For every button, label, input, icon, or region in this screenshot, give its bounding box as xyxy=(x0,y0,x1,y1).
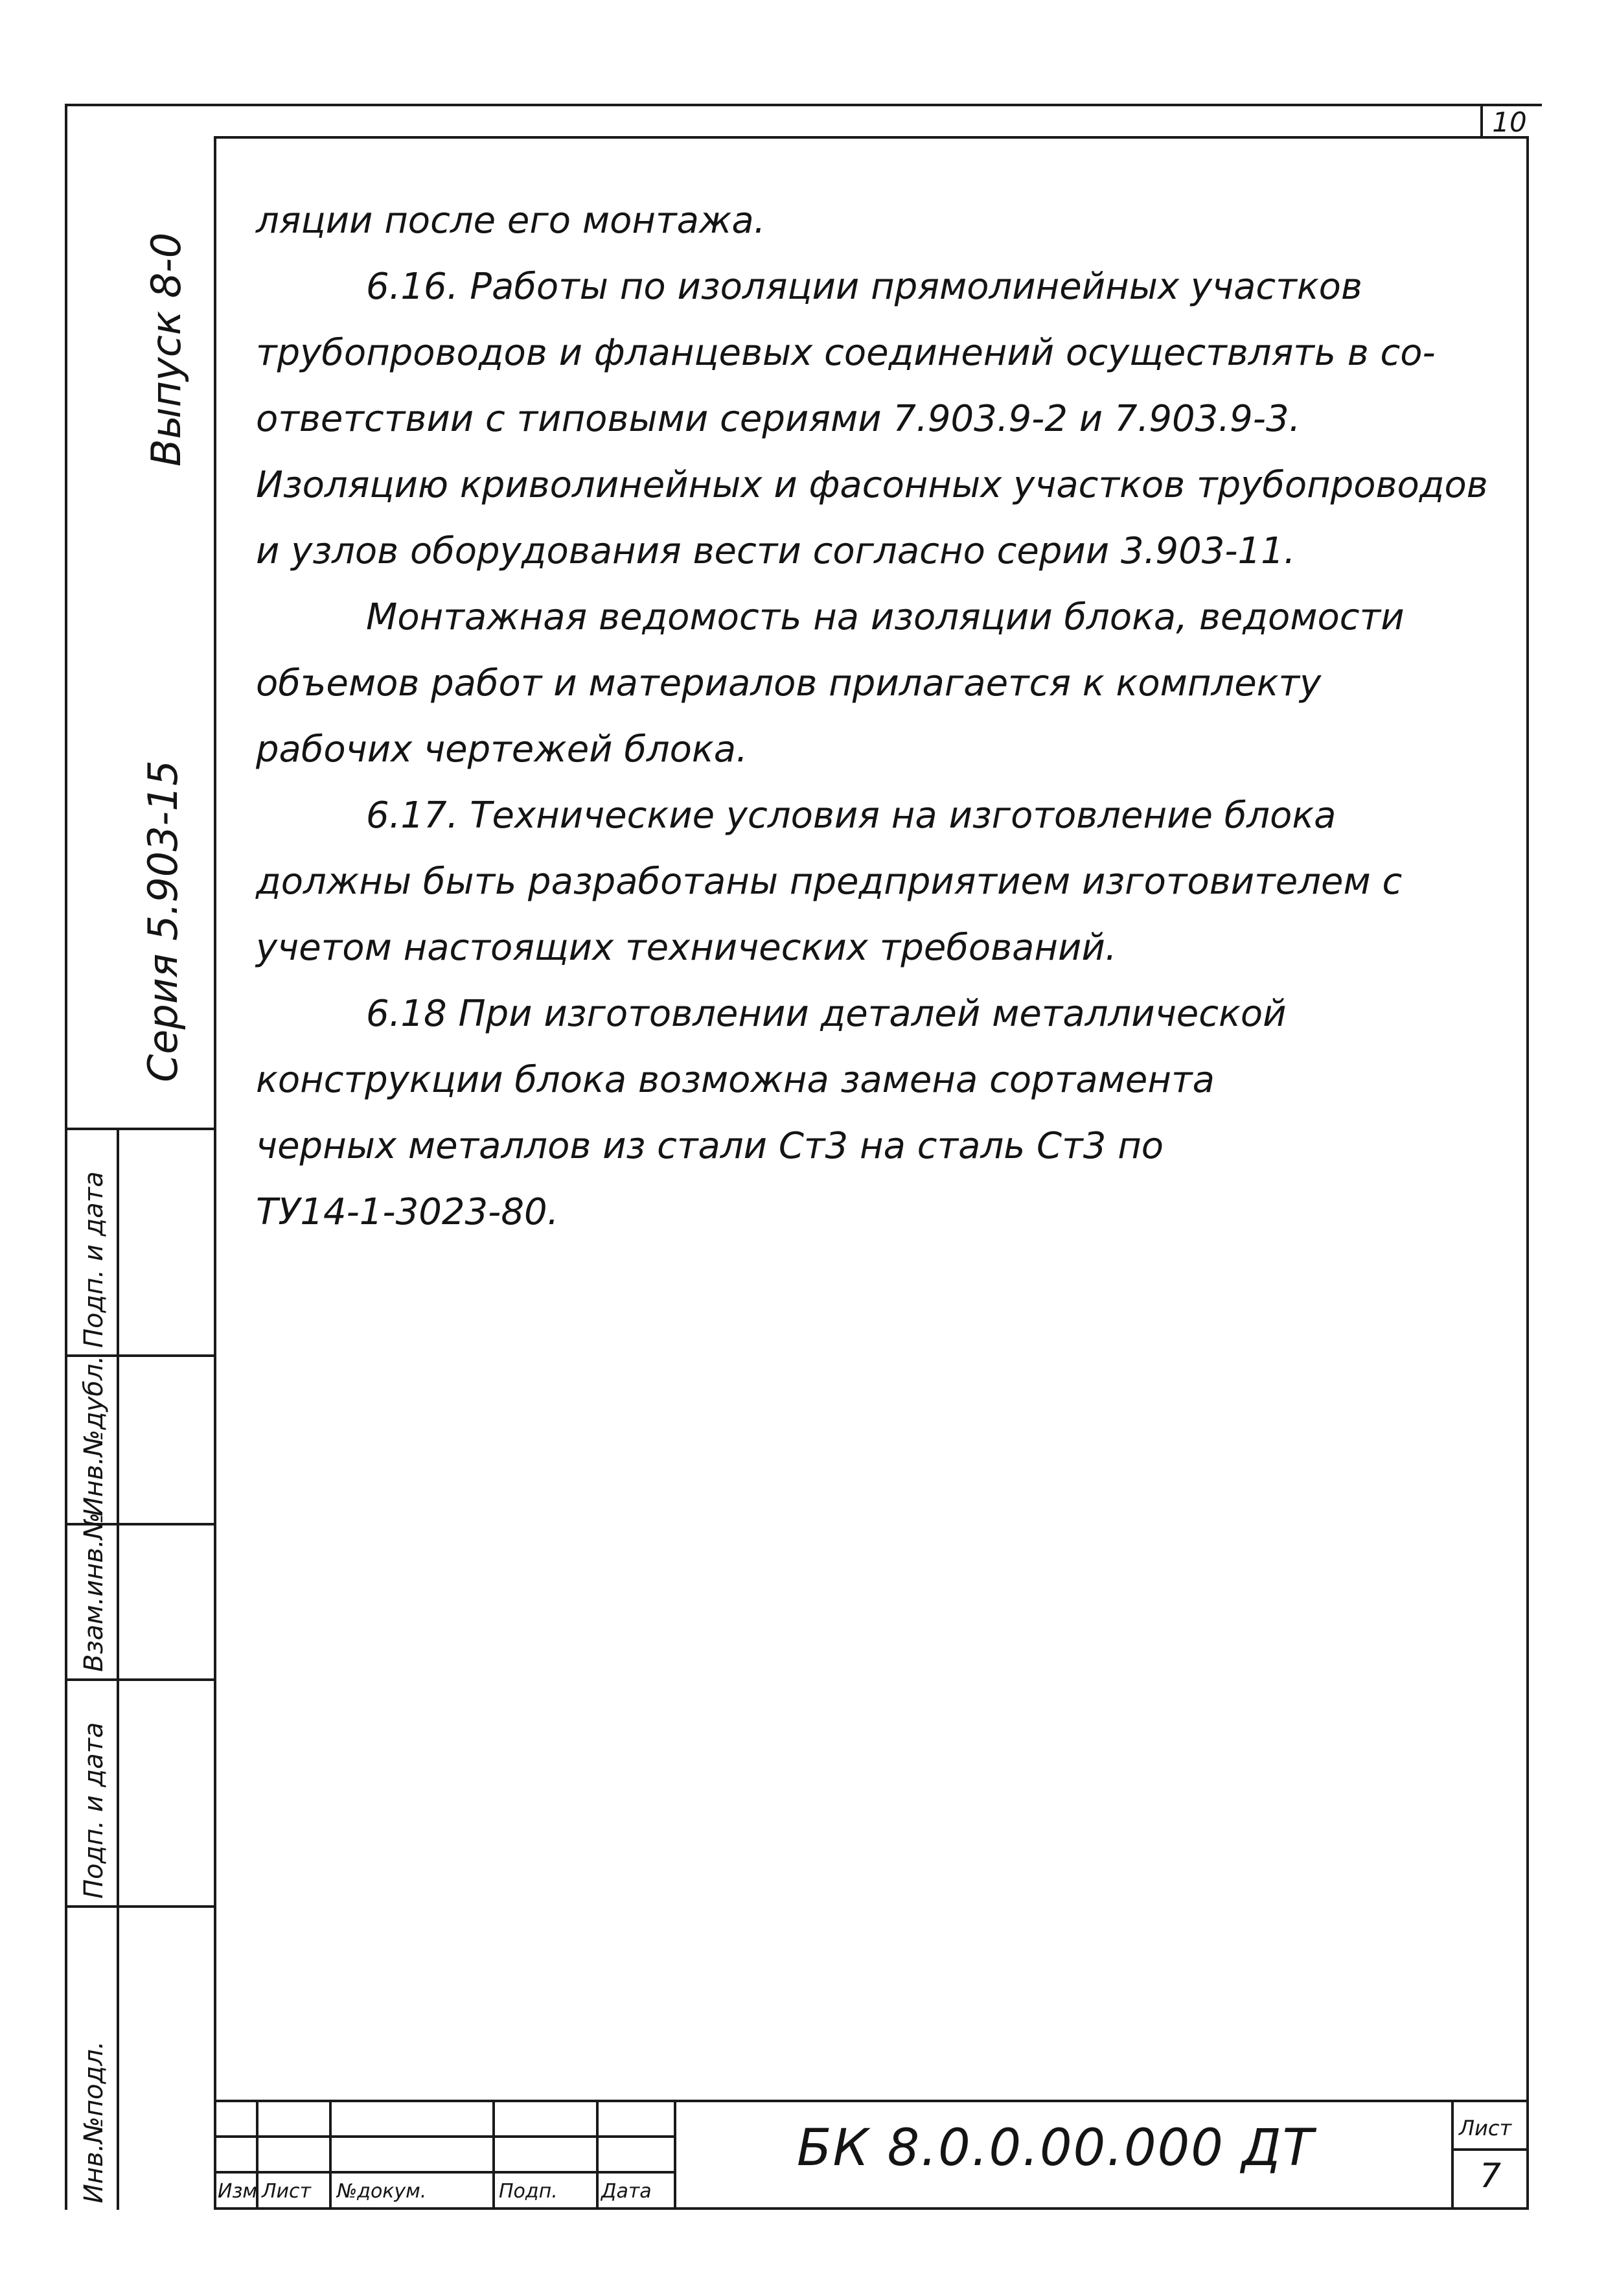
title-block-top xyxy=(214,2100,1529,2102)
issue-label: Выпуск 8-0 xyxy=(143,232,190,467)
text-line: 6.18 При изготовлении деталей металлической xyxy=(366,993,1287,1035)
title-block-col-2 xyxy=(329,2100,332,2210)
text-line: трубопроводов и фланцевых соединений осуществлять в со- xyxy=(256,332,1436,374)
text-line: ответствии с типовыми сериями 7.903.9-2 и 7.903.9-3. xyxy=(256,398,1301,440)
stamp-label-vzam-inv: Взам.инв.№ xyxy=(79,1512,109,1672)
series-label: Серия 5.903-15 xyxy=(139,760,187,1082)
text-line: объемов работ и материалов прилагается к комплекту xyxy=(256,662,1322,704)
text-line: Монтажная ведомость на изоляции блока, ведомости xyxy=(366,596,1405,638)
column-doc-number: №докум. xyxy=(337,2180,427,2203)
top-sheet-number: 10 xyxy=(1492,106,1527,138)
text-line: ляции после его монтажа. xyxy=(256,200,766,242)
sheet-number: 7 xyxy=(1480,2157,1502,2196)
inner-frame-right xyxy=(1526,136,1529,2210)
text-line: конструкции блока возможна замена сортамента xyxy=(256,1059,1215,1101)
frame-top-line xyxy=(65,104,1542,106)
text-line: и узлов оборудования вести согласно серии 3.903-11. xyxy=(256,530,1296,572)
column-signature: Подп. xyxy=(499,2180,558,2203)
text-line: рабочих чертежей блока. xyxy=(256,728,748,771)
document-code: БК 8.0.0.00.000 ДТ xyxy=(797,2119,1315,2177)
stamp-column-line xyxy=(117,1128,119,2210)
stamp-label-podp-data-1: Подп. и дата xyxy=(79,1722,109,1899)
stamp-label-inv-dubl: Инв.№дубл. xyxy=(79,1355,109,1516)
stamp-divider-4 xyxy=(65,1678,216,1681)
text-line: должны быть разработаны предприятием изготовителем с xyxy=(256,861,1403,903)
body-text xyxy=(256,188,1526,1246)
title-block-col-sheet xyxy=(1451,2100,1454,2210)
title-block-col-3 xyxy=(492,2100,495,2210)
inner-frame-top xyxy=(214,136,1529,139)
title-block-row-1 xyxy=(214,2135,674,2138)
top-num-box-left xyxy=(1480,106,1483,136)
title-block-sheet-divider xyxy=(1451,2148,1529,2151)
text-line: учетом настоящих технических требований. xyxy=(256,927,1117,969)
column-list: Лист xyxy=(262,2180,312,2203)
inner-frame-bottom xyxy=(214,2207,1529,2210)
column-izm: Изм xyxy=(218,2180,258,2203)
stamp-label-inv-podl: Инв.№подл. xyxy=(79,2041,109,2203)
title-block-col-4 xyxy=(596,2100,599,2210)
frame-left-line xyxy=(65,104,67,2210)
text-line: черных металлов из стали Ст3 на сталь Ст3 по xyxy=(256,1125,1164,1167)
text-line: 6.16. Работы по изоляции прямолинейных участков xyxy=(366,266,1362,308)
inner-frame-left xyxy=(214,136,216,2210)
title-block-col-5 xyxy=(674,2100,676,2210)
sheet-label: Лист xyxy=(1459,2116,1512,2140)
title-block-row-2 xyxy=(214,2171,674,2174)
text-line: 6.17. Технические условия на изготовление блока xyxy=(366,794,1336,837)
stamp-divider-5 xyxy=(65,1905,216,1908)
column-date: Дата xyxy=(601,2180,652,2203)
text-line: ТУ14-1-3023-80. xyxy=(256,1191,559,1233)
stamp-divider-1 xyxy=(65,1128,216,1130)
stamp-label-podp-data-2: Подп. и дата xyxy=(79,1171,109,1348)
text-line: Изоляцию криволинейных и фасонных участков трубопроводов xyxy=(256,464,1488,506)
